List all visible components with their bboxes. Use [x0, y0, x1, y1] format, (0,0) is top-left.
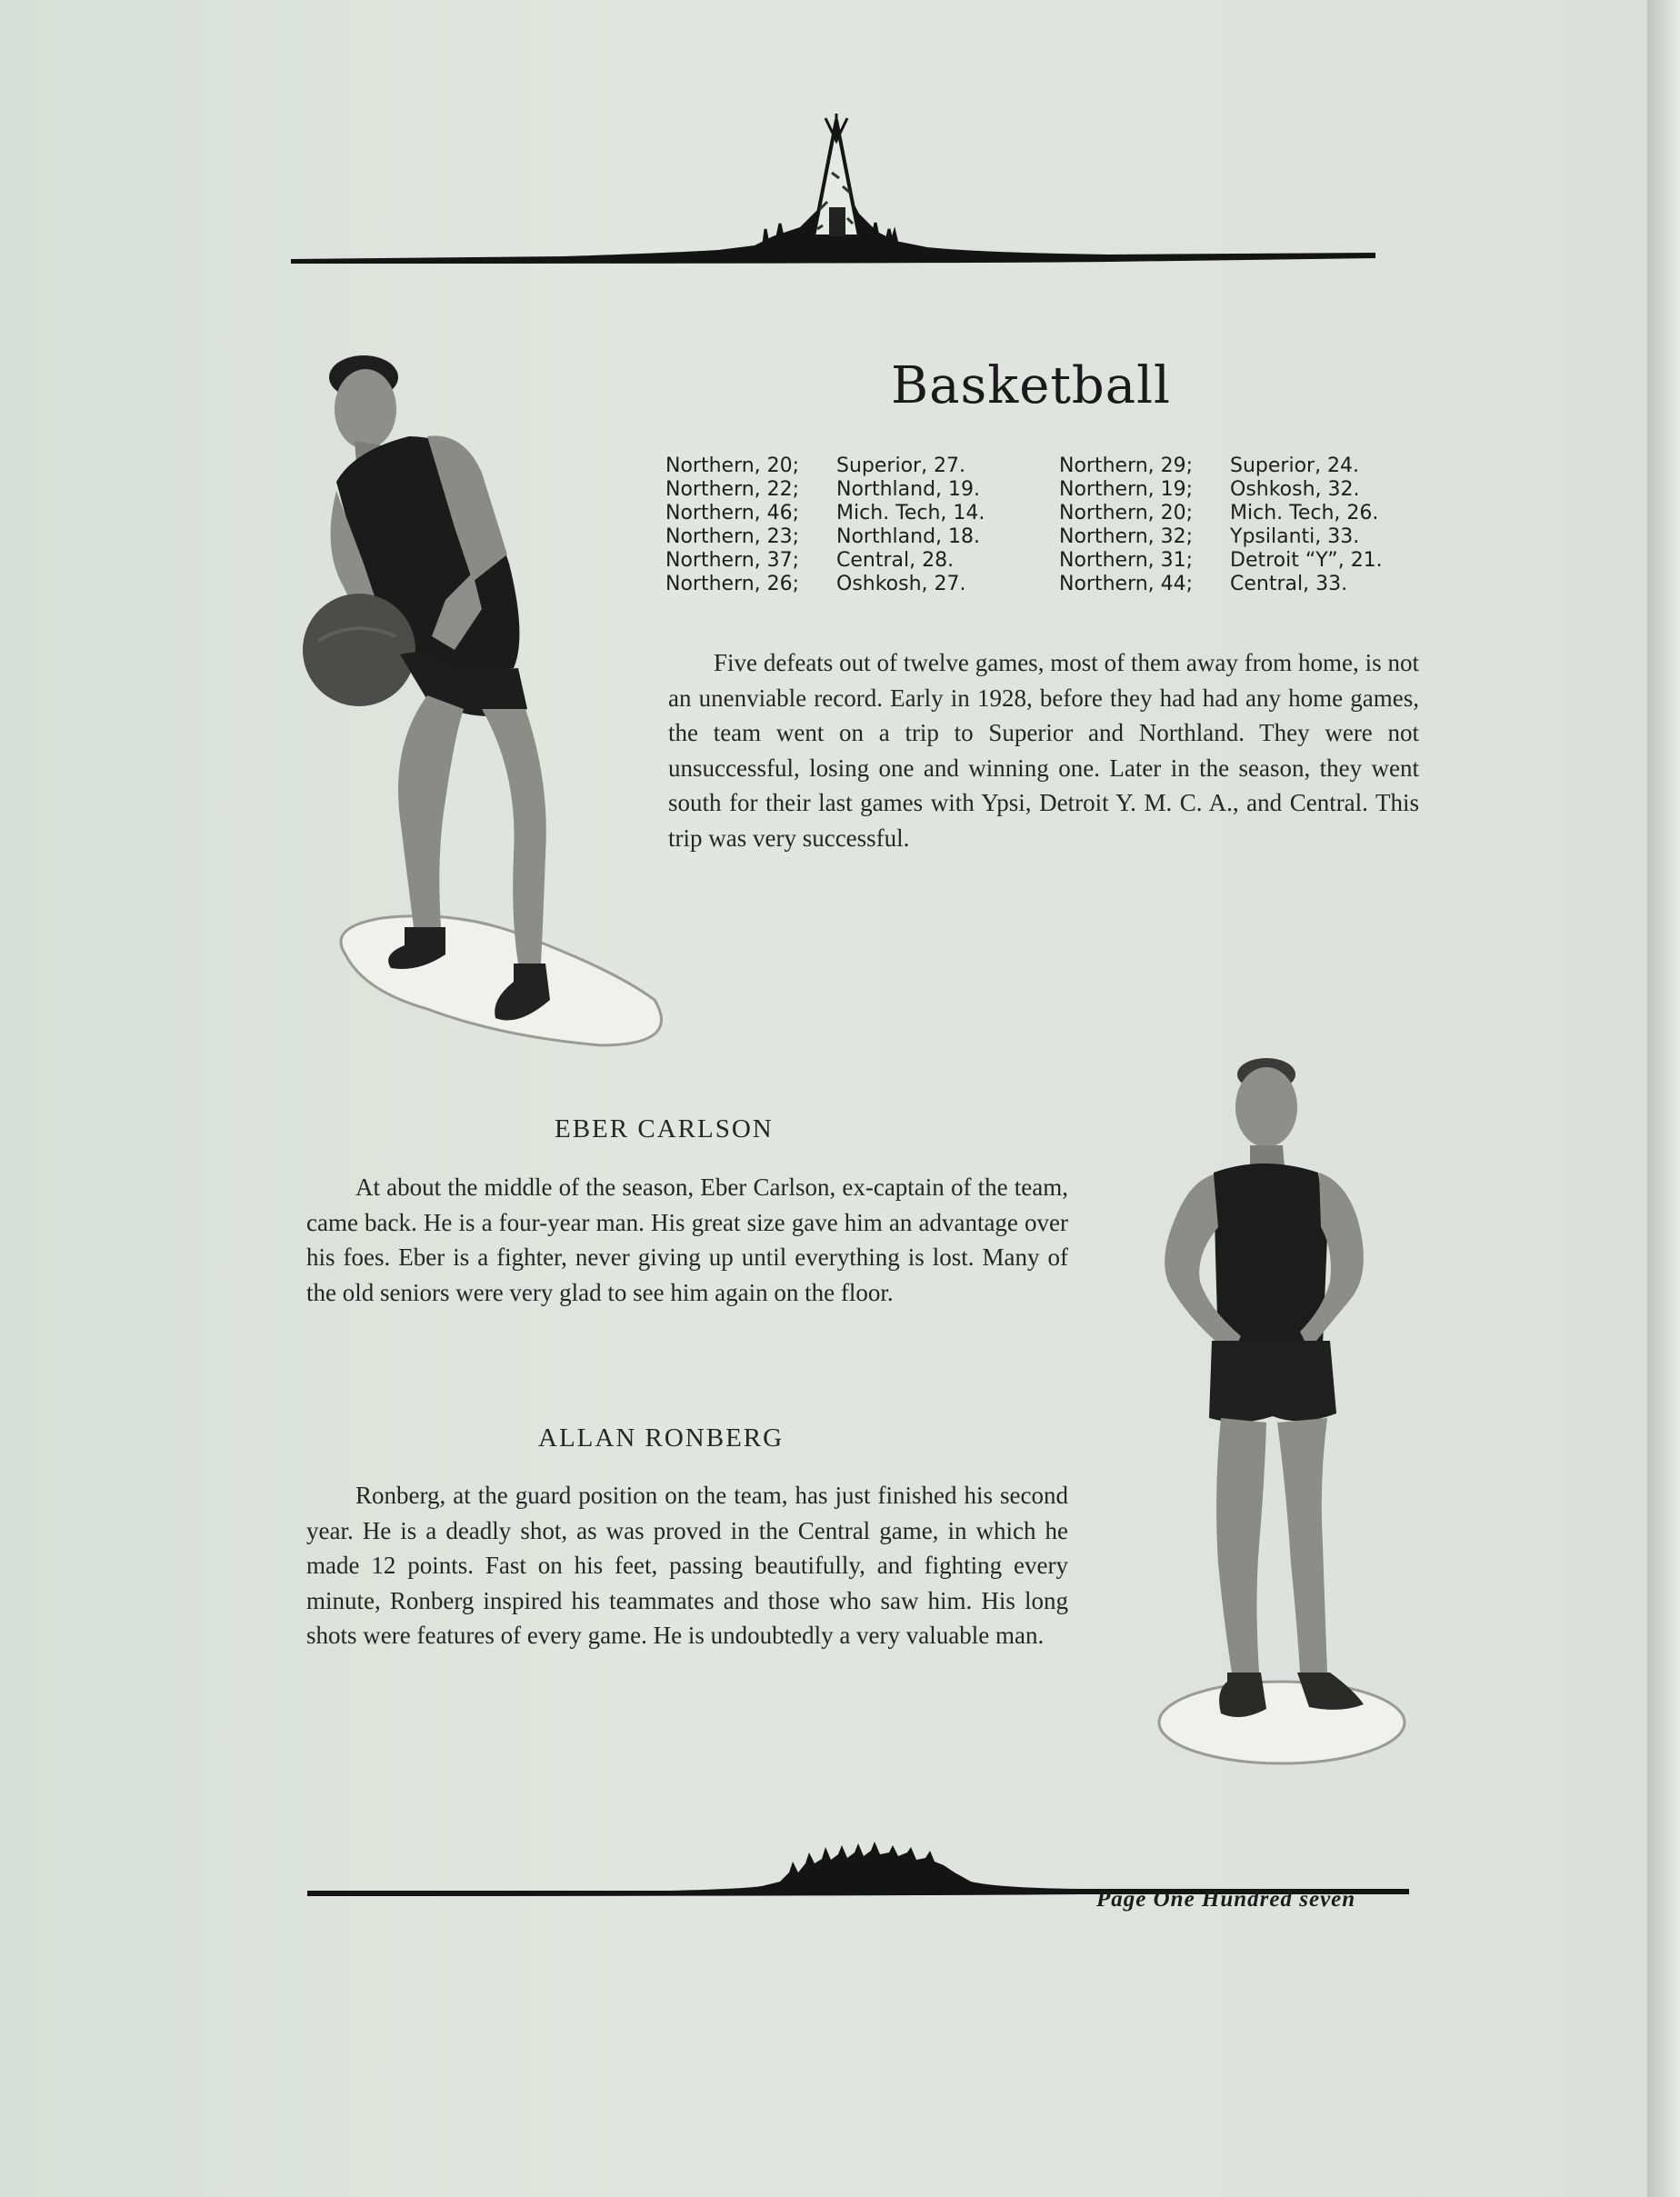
- team-score: Northern, 44;: [1059, 573, 1194, 595]
- team-score: Northern, 20;: [1059, 502, 1194, 524]
- score-row: [1059, 454, 1383, 478]
- score-row: [665, 454, 985, 478]
- scores-column-left: [665, 454, 985, 596]
- team-score: Northern, 23;: [665, 525, 800, 548]
- score-row: [1059, 573, 1383, 596]
- opponent-score: Superior, 24.: [1230, 454, 1360, 477]
- team-score: Northern, 37;: [665, 549, 800, 572]
- opponent-score: Mich. Tech, 26.: [1230, 502, 1379, 524]
- team-score: Northern, 26;: [665, 573, 800, 595]
- team-score: Northern, 31;: [1059, 549, 1194, 572]
- team-score: Northern, 29;: [1059, 454, 1194, 477]
- player-photo-ball: [300, 345, 664, 1054]
- page-title: Basketball: [891, 356, 1171, 415]
- allan-ronberg-paragraph: Ronberg, at the guard position on the team, has just finished his second year. He is a deadly shot, as was proved in the Central game, in which he made 12 points. Fast on his feet, passing beautifully, and fighting every minute, Ronberg inspired his teammates and those who saw him. His long shots were features of every game. He is undoubtedly a very valuable man.: [306, 1482, 1068, 1649]
- opponent-score: Oshkosh, 27.: [836, 573, 966, 595]
- opponent-score: Northland, 19.: [836, 478, 981, 501]
- opponent-score: Superior, 27.: [836, 454, 966, 477]
- score-row: [1059, 478, 1383, 502]
- score-row: [1059, 502, 1383, 525]
- opponent-score: Central, 33.: [1230, 573, 1348, 595]
- page-spine: [1647, 0, 1680, 2197]
- score-row: [665, 478, 985, 502]
- score-row: [665, 573, 985, 596]
- scores-column-right: [1059, 454, 1383, 596]
- opponent-score: Ypsilanti, 33.: [1230, 525, 1360, 548]
- team-score: Northern, 22;: [665, 478, 800, 501]
- opponent-score: Central, 28.: [836, 549, 955, 572]
- team-score: Northern, 20;: [665, 454, 800, 477]
- player-photo-standing: [1105, 1054, 1414, 1773]
- opponent-score: Northland, 18.: [836, 525, 981, 548]
- opponent-score: Oshkosh, 32.: [1230, 478, 1360, 501]
- score-row: [665, 502, 985, 525]
- team-score: Northern, 46;: [665, 502, 800, 524]
- team-score: Northern, 32;: [1059, 525, 1194, 548]
- eber-carlson-paragraph: At about the middle of the season, Eber Carlson, ex-captain of the team, came back. He is a four-year man. His great size gave him an advantage over his foes. Eber is a fighter, never giving up until everything is lost. Many of the old seniors were very glad to see him again on the floor.: [306, 1173, 1068, 1306]
- eber-carlson-heading: EBER CARLSON: [555, 1114, 774, 1143]
- score-row: [1059, 525, 1383, 549]
- score-row: [1059, 549, 1383, 573]
- score-row: [665, 549, 985, 573]
- opponent-score: Detroit “Y”, 21.: [1230, 549, 1383, 572]
- opponent-score: Mich. Tech, 14.: [836, 502, 985, 524]
- allan-ronberg-heading: ALLAN RONBERG: [538, 1423, 785, 1453]
- page-number: Page One Hundred seven: [1096, 1887, 1356, 1912]
- team-score: Northern, 19;: [1059, 478, 1194, 501]
- tipi-ornament: [291, 100, 1382, 268]
- score-row: [665, 525, 985, 549]
- intro-paragraph: Five defeats out of twelve games, most of them away from home, is not an unenviable record. Early in 1928, before they had had any home games, the team went on a trip to Superior and Northland. They were not unsuccessful, losing one and winning one. Later in the season, they went south for their last games with Ypsi, Detroit Y. M. C. A., and Central. This trip was very successful.: [668, 649, 1419, 852]
